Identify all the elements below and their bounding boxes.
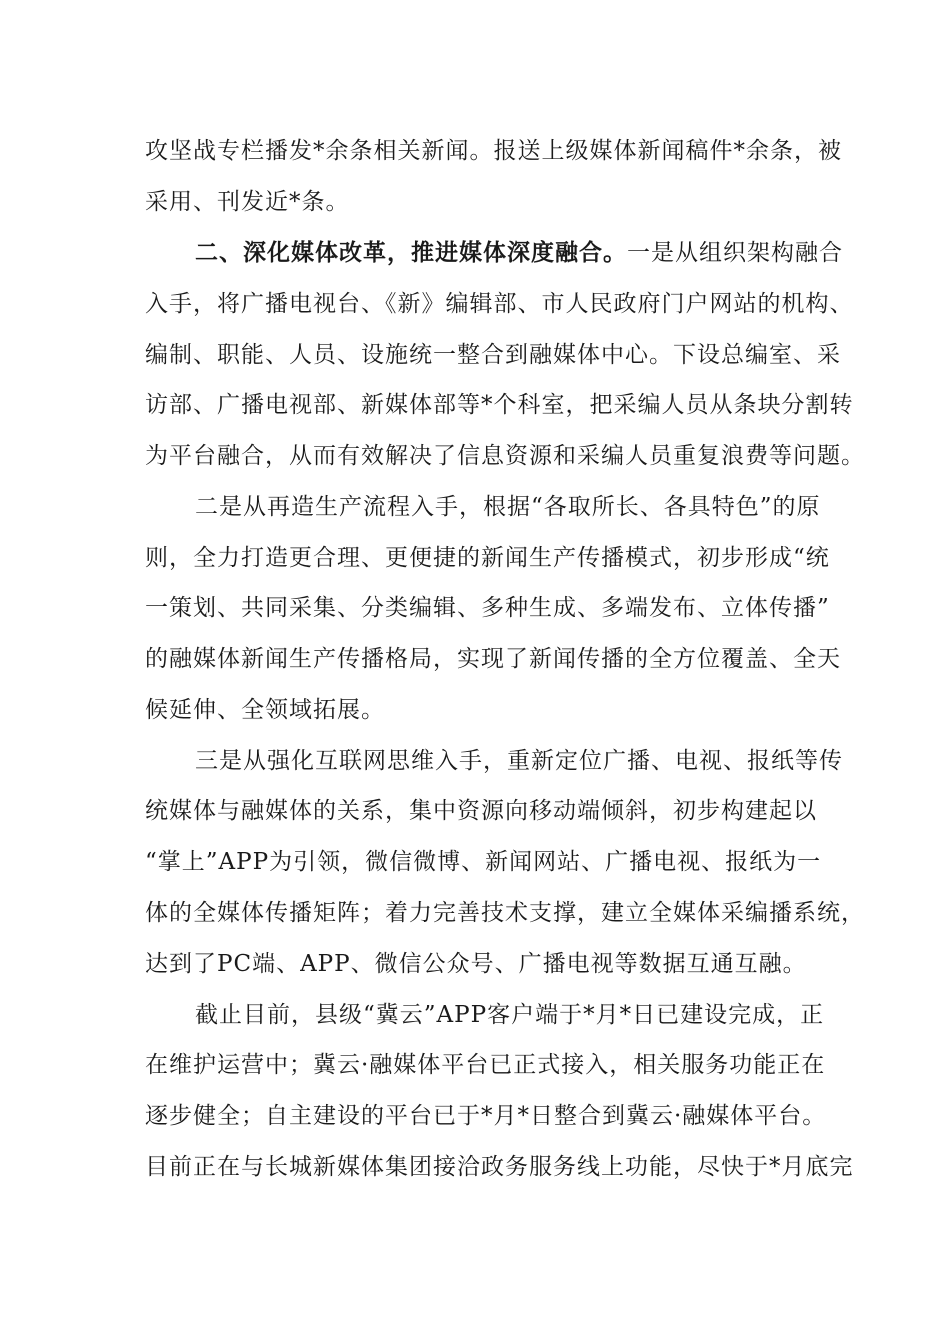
text-line: 入手，将广播电视台、《新》编辑部、市人民政府门户网站的机构、 <box>145 291 854 317</box>
text-line: 候延伸、全领域拓展。 <box>145 697 385 723</box>
text-line: 在维护运营中；冀云·融媒体平台已正式接入，相关服务功能正在 <box>145 1052 826 1078</box>
text-line: 则，全力打造更合理、更便捷的新闻生产传播模式，初步形成“统 <box>145 545 830 571</box>
text-line: 访部、广播电视部、新媒体部等*个科室，把采编人员从条块分割转 <box>145 392 854 418</box>
text-line: 达到了PC端、APP、微信公众号、广播电视等数据互通互融。 <box>145 951 807 977</box>
text-line: 攻坚战专栏播发*余条相关新闻。报送上级媒体新闻稿件*余条，被 <box>145 138 842 164</box>
text-line: 截止目前，县级“冀云”APP客户端于*月*日已建设完成，正 <box>195 1002 825 1028</box>
text-line: 二是从再造生产流程入手，根据“各取所长、各具特色”的原 <box>195 494 821 520</box>
section-heading: 二、深化媒体改革，推进媒体深度融合。 <box>195 239 627 266</box>
text-line: 为平台融合，从而有效解决了信息资源和采编人员重复浪费等问题。 <box>145 443 865 469</box>
text-line: 编制、职能、人员、设施统一整合到融媒体中心。下设总编室、采 <box>145 342 841 368</box>
text-line: 统媒体与融媒体的关系，集中资源向移动端倾斜，初步构建起以 <box>145 798 817 824</box>
section-heading-line <box>195 233 843 273</box>
text-line: 逐步健全；自主建设的平台已于*月*日整合到冀云·融媒体平台。 <box>145 1103 827 1129</box>
text-line: 目前正在与长城新媒体集团接洽政务服务线上功能，尽快于*月底完 <box>145 1154 854 1180</box>
text-line: “掌上”APP为引领，微信微博、新闻网站、广播电视、报纸为一 <box>145 849 822 875</box>
text-line: 的融媒体新闻生产传播格局，实现了新闻传播的全方位覆盖、全天 <box>145 646 841 672</box>
text-span: 一是从组织架构融合 <box>627 240 843 266</box>
text-line: 一策划、共同采集、分类编辑、多种生成、多端发布、立体传播” <box>145 595 830 621</box>
text-line: 采用、刊发近*条。 <box>145 189 350 215</box>
text-line: 三是从强化互联网思维入手，重新定位广播、电视、报纸等传 <box>195 748 843 774</box>
text-line: 体的全媒体传播矩阵；着力完善技术支撑，建立全媒体采编播系统， <box>145 900 865 926</box>
